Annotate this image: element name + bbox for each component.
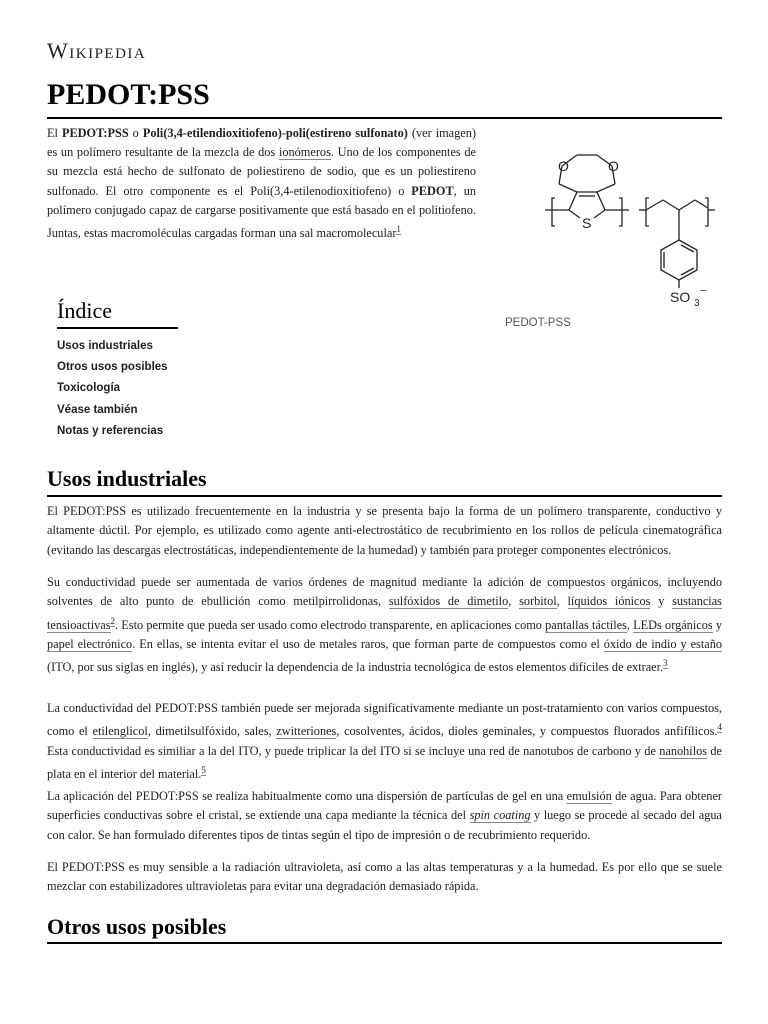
- toc-title: Índice: [57, 298, 112, 323]
- link-ionomeros[interactable]: ionómeros: [278, 145, 331, 160]
- link-sulfoxidos[interactable]: sulfóxidos de dimetilo: [388, 594, 509, 609]
- bold-term: PEDOT: [411, 183, 454, 198]
- reference-2[interactable]: 2: [110, 615, 116, 626]
- sulfonate-subscript: 3: [694, 298, 700, 309]
- bold-term: PEDOT:PSS: [61, 126, 129, 140]
- link-leds-organicos[interactable]: LEDs orgánicos: [633, 617, 713, 632]
- wikipedia-wordmark[interactable]: Wikipedia: [47, 38, 147, 63]
- sulfonate-label: SO: [670, 289, 691, 305]
- link-pantallas-tactiles[interactable]: pantallas táctiles: [545, 617, 627, 632]
- chemical-structure-figure[interactable]: [507, 130, 717, 335]
- bold-term: Poli(3,4-etilendioxitiofeno)-poli(estireno sulfonato): [142, 126, 408, 140]
- reference-3[interactable]: 3: [663, 658, 668, 669]
- title-divider: [47, 117, 722, 119]
- reference-4[interactable]: 4: [717, 722, 722, 733]
- section-divider: [47, 942, 722, 944]
- toc-item-usos-industriales[interactable]: Usos industriales: [57, 340, 153, 352]
- oxygen-label: O: [608, 158, 619, 174]
- reference-1[interactable]: 1: [396, 224, 401, 235]
- page-title: PEDOT:PSS: [47, 78, 210, 111]
- link-oxido-indio[interactable]: óxido de indio y estaño: [603, 636, 722, 651]
- lead-paragraph: El PEDOT:PSS o Poli(3,4-etilendioxitiofeno)-poli(estireno sulfonato) (ver imagen) es un polímero resultante de la mezcla de dos ionómeros. Uno de los componentes de su mezcla está hecho de sulfonato de poliestireno de sodio, que es un poliestireno sulfonado. El otro componente es el Poli(3,4-etilenodioxitiofeno) o PEDOT, un polímero conjugado capaz de cargarse positivamente que está basado en el politiofeno. Juntas, estas macromoléculas cargadas forman una sal macromolecular$^1$: [47, 126, 477, 241]
- link-liquidos-ionicos[interactable]: líquidos iónicos: [567, 594, 651, 609]
- link-zwitteriones[interactable]: zwitteriones: [276, 724, 337, 739]
- charge-label: −: [700, 285, 707, 297]
- toc-item-notas[interactable]: Notas y referencias: [57, 424, 164, 437]
- section-heading-usos-industriales: Usos industriales: [47, 466, 207, 491]
- section-heading-otros-usos: Otros usos posibles: [47, 914, 227, 939]
- link-spin-coating[interactable]: spin coating: [469, 808, 531, 823]
- toc-divider: [57, 327, 178, 329]
- link-emulsion[interactable]: emulsión: [566, 789, 612, 803]
- link-nanohilos[interactable]: nanohilos: [659, 743, 708, 758]
- toc-item-toxicologia[interactable]: Toxicología: [57, 382, 121, 395]
- paragraph: El PEDOT:PSS es utilizado frecuentemente en la industria y se presenta bajo la forma de un polímero transparente, conductivo y altamente dúctil. Por ejemplo, es utilizado como agente anti-electrostático de recubrimiento en los rollos de película cinematográfica (evitando las descargas electrostáticas, independientemente de la humedad) y también para proteger componentes electrónicos.: [47, 504, 722, 557]
- paragraph: La conductividad del PEDOT:PSS también puede ser mejorada significativamente mediante un post-tratamiento con varios compuestos, como el etilenglicol, dimetilsulfóxido, sales, zwitteriones, cosolventes, ácidos, dioles geminales, y compuestos fluorados anfifílicos.$^4$ Esta conductividad es similiar a la del ITO, y puede triplicar la del ITO si se incluye una red de nanotubos de carbono y de nanohilos de plata en el interior del material.$^5$: [47, 701, 722, 782]
- link-tensioactivas[interactable]: sustancias tensioactivas: [47, 594, 722, 632]
- toc-item-otros-usos[interactable]: Otros usos posibles: [57, 361, 168, 374]
- link-sorbitol[interactable]: sorbitol: [519, 594, 557, 609]
- sulfur-label: S: [582, 215, 592, 231]
- reference-5[interactable]: 5: [201, 764, 206, 775]
- table-of-contents: [57, 296, 257, 442]
- oxygen-label: O: [558, 158, 569, 174]
- pedot-pss-structure-image: [507, 130, 717, 320]
- paragraph: Su conductividad puede ser aumentada de varios órdenes de magnitud mediante la adición de compuestos orgánicos, incluyendo solventes de alto punto de ebullición como metilpirrolidonas, sulfóxidos de dimetilo, sorbitol, líquidos iónicos y sustancias tensioactivas$^2$. Esto permite que pueda ser usado como electrodo transparente, en aplicaciones como pantallas táctiles, LEDs orgánicos y papel electrónico. En ellas, se intenta evitar el uso de metales raros, que forman parte de compuestos como el óxido de indio y estaño (ITO, por sus siglas en inglés), y así reducir la dependencia de la industria tecnológica de estos elementos difíciles de extraer.$^3$: [47, 575, 722, 675]
- paragraph: El PEDOT:PSS es muy sensible a la radiación ultravioleta, así como a las altas temperaturas y a la humedad. Es por ello que se suele mezclar con estabilizadores ultravioletas para evitar una degradación demasiado rápida.: [47, 860, 722, 894]
- section-divider: [47, 495, 722, 497]
- paragraph: La aplicación del PEDOT:PSS se realiza habitualmente como una dispersión de partículas de gel en una emulsión de agua. Para obtener superficies conductivas sobre el cristal, se extiende una capa mediante la técnica del spin coating y luego se procede al secado del agua con calor. Se han formulado diferentes tipos de tintas según el tipo de impresión o de recubrimiento requerido.: [47, 789, 722, 842]
- toc-item-vease-tambien[interactable]: Véase también: [57, 403, 138, 416]
- link-papel-electronico[interactable]: papel electrónico: [47, 636, 133, 651]
- figure-caption: PEDOT-PSS: [505, 317, 571, 329]
- link-etilenglicol[interactable]: etilenglicol: [92, 724, 148, 739]
